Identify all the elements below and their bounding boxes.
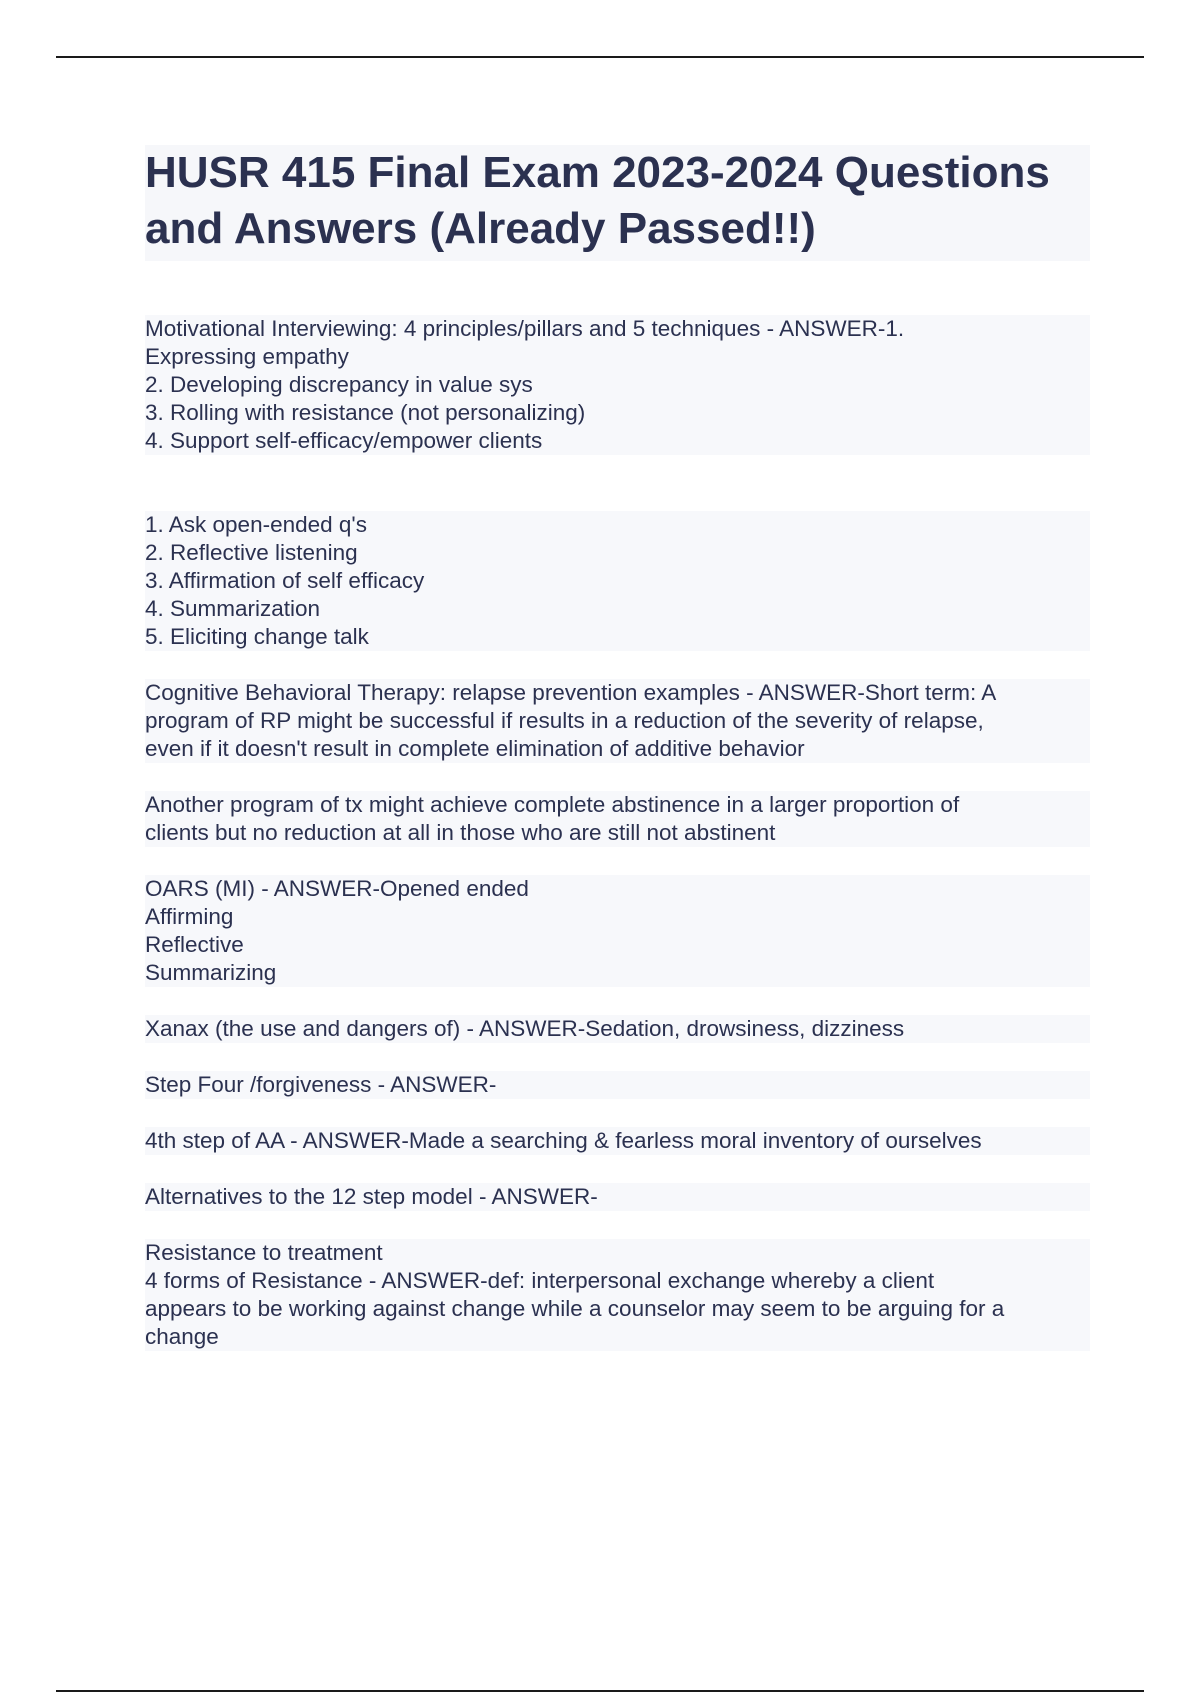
qa-item (145, 875, 1090, 987)
qa-line: 4 forms of Resistance - ANSWER-def: interpersonal exchange whereby a client (145, 1267, 1090, 1295)
qa-line: Another program of tx might achieve complete abstinence in a larger proportion of (145, 791, 1090, 819)
qa-line: Affirming (145, 903, 1090, 931)
qa-line: 3. Affirmation of self efficacy (145, 567, 1090, 595)
qa-item (145, 315, 1090, 455)
qa-line: Resistance to treatment (145, 1239, 1090, 1267)
qa-line: program of RP might be successful if results in a reduction of the severity of relapse, (145, 707, 1090, 735)
qa-item (145, 1015, 1090, 1043)
qa-line: 2. Developing discrepancy in value sys (145, 371, 1090, 399)
qa-item (145, 1183, 1090, 1211)
qa-item (145, 1239, 1090, 1351)
document-body (145, 145, 1090, 1379)
qa-item (145, 511, 1090, 651)
qa-line: 4th step of AA - ANSWER-Made a searching & fearless moral inventory of ourselves (145, 1127, 1090, 1155)
qa-item (145, 679, 1090, 763)
qa-line: 4. Summarization (145, 595, 1090, 623)
qa-line: even if it doesn't result in complete elimination of additive behavior (145, 735, 1090, 763)
qa-line: change (145, 1323, 1090, 1351)
qa-line: 4. Support self-efficacy/empower clients (145, 427, 1090, 455)
qa-line: OARS (MI) - ANSWER-Opened ended (145, 875, 1090, 903)
qa-line: 1. Ask open-ended q's (145, 511, 1090, 539)
qa-line: 3. Rolling with resistance (not personalizing) (145, 399, 1090, 427)
qa-line: Reflective (145, 931, 1090, 959)
bottom-divider (56, 1690, 1144, 1692)
qa-line: Alternatives to the 12 step model - ANSWER- (145, 1183, 1090, 1211)
qa-line: clients but no reduction at all in those who are still not abstinent (145, 819, 1090, 847)
top-divider (56, 56, 1144, 58)
qa-line: Summarizing (145, 959, 1090, 987)
document-title: HUSR 415 Final Exam 2023-2024 Questions and Answers (Already Passed!!) (145, 148, 1050, 253)
qa-line: Cognitive Behavioral Therapy: relapse prevention examples - ANSWER-Short term: A (145, 679, 1090, 707)
qa-line: Xanax (the use and dangers of) - ANSWER-Sedation, drowsiness, dizziness (145, 1015, 1090, 1043)
qa-line: Step Four /forgiveness - ANSWER- (145, 1071, 1090, 1099)
qa-line: appears to be working against change while a counselor may seem to be arguing for a (145, 1295, 1090, 1323)
qa-line: 5. Eliciting change talk (145, 623, 1090, 651)
qa-line: Expressing empathy (145, 343, 1090, 371)
qa-item (145, 1127, 1090, 1155)
title-block (145, 145, 1090, 261)
qa-item (145, 1071, 1090, 1099)
qa-item (145, 791, 1090, 847)
qa-line: 2. Reflective listening (145, 539, 1090, 567)
qa-line: Motivational Interviewing: 4 principles/pillars and 5 techniques - ANSWER-1. (145, 315, 1090, 343)
